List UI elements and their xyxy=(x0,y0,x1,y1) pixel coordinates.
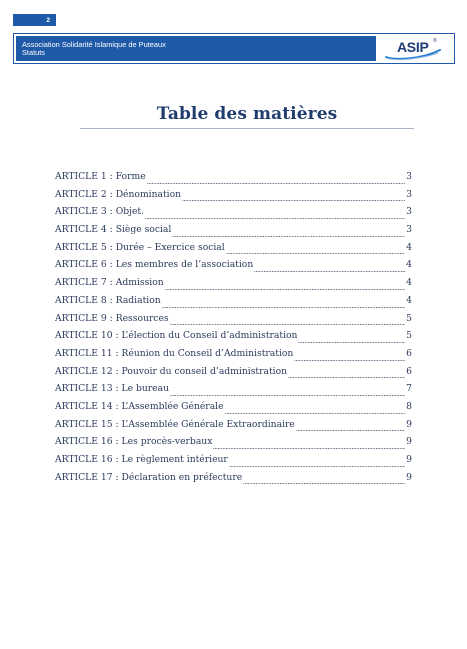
toc-entry[interactable] xyxy=(55,401,412,419)
toc-entry-page-number: 7 xyxy=(406,383,412,395)
toc-entry-label: ARTICLE 8 : Radiation xyxy=(55,294,161,306)
dot-leader xyxy=(213,448,405,449)
toc-entry-page-number: 5 xyxy=(406,312,412,324)
toc-entry[interactable] xyxy=(55,189,412,207)
toc-list xyxy=(55,171,412,489)
toc-entry[interactable] xyxy=(55,366,412,384)
toc-entry-label: ARTICLE 14 : L’Assemblée Générale xyxy=(55,400,224,412)
toc-entry-page-number: 3 xyxy=(406,224,412,236)
title-underline xyxy=(80,128,414,129)
dot-leader xyxy=(170,395,405,396)
toc-entry-label: ARTICLE 7 : Admission xyxy=(55,277,164,289)
dot-leader xyxy=(243,483,405,484)
logo-registered-mark: ® xyxy=(433,38,437,44)
dot-leader xyxy=(225,413,406,414)
toc-entry-page-number: 4 xyxy=(406,241,412,253)
dot-leader xyxy=(229,466,405,467)
dot-leader xyxy=(226,253,405,254)
organization-name: Association Solidarité Islamique de Puteaux xyxy=(22,40,166,49)
toc-entry[interactable] xyxy=(55,295,412,313)
toc-entry[interactable] xyxy=(55,259,412,277)
toc-entry-page-number: 9 xyxy=(406,436,412,448)
toc-entry[interactable] xyxy=(55,242,412,260)
toc-entry-label: ARTICLE 5 : Durée – Exercice social xyxy=(55,241,225,253)
toc-entry-page-number: 9 xyxy=(406,418,412,430)
toc-entry-label: ARTICLE 10 : L’élection du Conseil d’administration xyxy=(55,330,298,342)
toc-entry[interactable] xyxy=(55,330,412,348)
toc-entry[interactable] xyxy=(55,472,412,490)
dot-leader xyxy=(254,271,405,272)
toc-entry-page-number: 4 xyxy=(406,259,412,271)
toc-entry[interactable] xyxy=(55,419,412,437)
asip-logo xyxy=(380,36,452,61)
dot-leader xyxy=(294,360,405,361)
toc-entry-page-number: 3 xyxy=(406,206,412,218)
toc-entry-label: ARTICLE 2 : Dénomination xyxy=(55,188,182,200)
toc-entry[interactable] xyxy=(55,436,412,454)
toc-entry-page-number: 9 xyxy=(406,471,412,483)
toc-entry-label: ARTICLE 12 : Pouvoir du conseil d’administration xyxy=(55,365,288,377)
dot-leader xyxy=(298,342,405,343)
toc-entry[interactable] xyxy=(55,383,412,401)
dot-leader xyxy=(170,324,406,325)
toc-title: Table des matières xyxy=(156,104,338,124)
toc-entry-label: ARTICLE 15 : L’Assemblée Générale Extraordinaire xyxy=(55,418,295,430)
logo-text: ASIP xyxy=(397,39,429,55)
toc-entry[interactable] xyxy=(55,454,412,472)
toc-entry-label: ARTICLE 3 : Objet. xyxy=(55,206,144,218)
toc-entry-page-number: 3 xyxy=(406,188,412,200)
toc-entry[interactable] xyxy=(55,348,412,366)
toc-entry[interactable] xyxy=(55,171,412,189)
toc-entry-label: ARTICLE 6 : Les membres de l’association xyxy=(55,259,254,271)
toc-entry-page-number: 4 xyxy=(406,294,412,306)
toc-entry-page-number: 4 xyxy=(406,277,412,289)
dot-leader xyxy=(288,377,405,378)
toc-entry-label: ARTICLE 13 : Le bureau xyxy=(55,383,170,395)
toc-entry-label: ARTICLE 17 : Déclaration en préfecture xyxy=(55,471,243,483)
toc-entry-page-number: 6 xyxy=(406,365,412,377)
document-header xyxy=(13,33,455,64)
header-title-bar xyxy=(16,36,376,61)
toc-entry-page-number: 5 xyxy=(406,330,412,342)
dot-leader xyxy=(182,200,405,201)
toc-entry-label: ARTICLE 11 : Réunion du Conseil d’Administration xyxy=(55,347,294,359)
toc-entry[interactable] xyxy=(55,224,412,242)
toc-entry-label: ARTICLE 16 : Les procès-verbaux xyxy=(55,436,213,448)
dot-leader xyxy=(145,218,405,219)
toc-entry-page-number: 8 xyxy=(406,400,412,412)
dot-leader xyxy=(165,289,405,290)
toc-entry-label: ARTICLE 4 : Siège social xyxy=(55,224,172,236)
toc-entry[interactable] xyxy=(55,313,412,331)
page-number: 2 xyxy=(13,14,56,26)
dot-leader xyxy=(296,430,405,431)
toc-entry-page-number: 9 xyxy=(406,454,412,465)
document-name: Statuts xyxy=(22,48,46,57)
dot-leader xyxy=(172,236,405,237)
toc-entry-label: ARTICLE 1 : Forme xyxy=(55,171,146,182)
toc-entry-label: ARTICLE 16 : Le règlement intérieur xyxy=(55,454,228,465)
dot-leader xyxy=(162,307,405,308)
toc-entry-page-number: 3 xyxy=(406,171,412,182)
toc-entry[interactable] xyxy=(55,206,412,224)
dot-leader xyxy=(147,183,406,184)
toc-entry-page-number: 6 xyxy=(406,347,412,359)
toc-entry-label: ARTICLE 9 : Ressources xyxy=(55,312,169,324)
toc-entry[interactable] xyxy=(55,277,412,295)
